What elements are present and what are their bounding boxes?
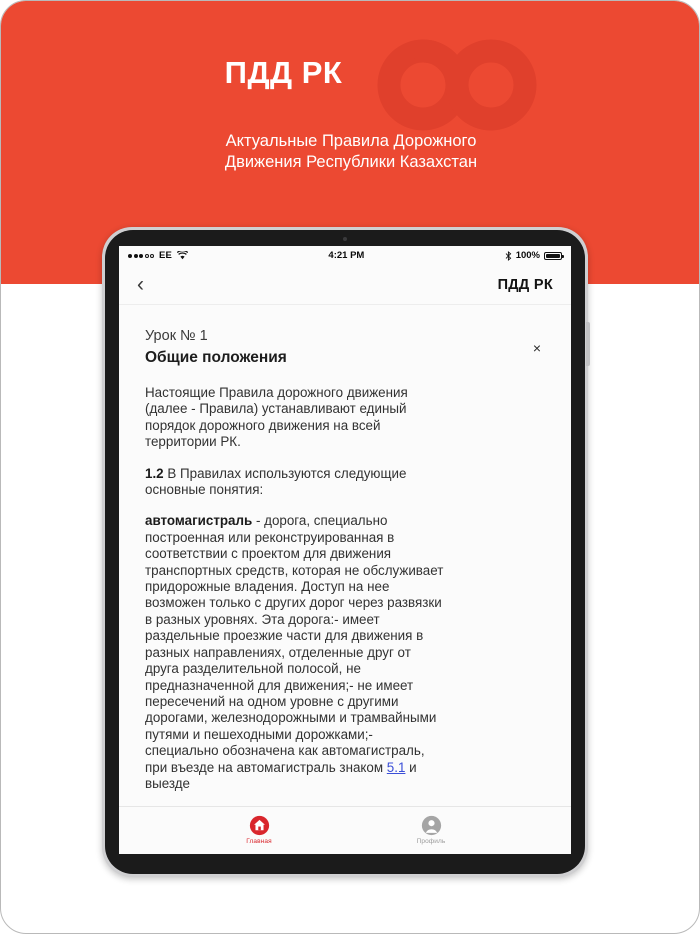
close-button[interactable]: × bbox=[532, 340, 541, 356]
bluetooth-icon bbox=[505, 251, 512, 261]
device-screen bbox=[119, 246, 571, 854]
bottom-tab-bar bbox=[119, 806, 571, 854]
tab-profile[interactable] bbox=[399, 815, 463, 845]
term-definition-part-2: и выезде bbox=[145, 759, 417, 791]
battery-icon bbox=[544, 252, 562, 260]
battery-percent-label: 100% bbox=[515, 250, 540, 261]
status-bar-left bbox=[128, 250, 188, 261]
status-bar-right bbox=[505, 250, 562, 261]
nav-title: ПДД РК bbox=[497, 276, 553, 293]
clause-number: 1.2 bbox=[145, 465, 164, 481]
device-bezel bbox=[105, 230, 585, 874]
page-title: ПДД РК bbox=[224, 55, 343, 90]
hero-subtitle-line-1: Актуальные Правила Дорожного bbox=[225, 132, 477, 150]
ios-status-bar bbox=[119, 246, 571, 265]
lesson-content bbox=[119, 305, 571, 806]
hero-subtitle bbox=[1, 131, 700, 173]
home-icon bbox=[249, 815, 270, 836]
lesson-number: Урок № 1 bbox=[145, 328, 208, 344]
front-camera-icon bbox=[343, 237, 347, 241]
clause-text: В Правилах используются следующие основные понятия: bbox=[145, 465, 407, 498]
sign-reference-link[interactable]: 5.1 bbox=[386, 759, 406, 775]
lesson-header-text bbox=[145, 327, 523, 368]
person-icon bbox=[421, 815, 442, 836]
app-nav-bar bbox=[119, 265, 571, 305]
term-highway: автомагистраль bbox=[145, 513, 253, 529]
tab-home-label: Главная bbox=[246, 837, 272, 845]
status-bar-time: 4:21 PM bbox=[328, 250, 365, 261]
lesson-paragraph-2 bbox=[145, 466, 445, 499]
back-button[interactable]: ‹ bbox=[137, 273, 144, 296]
hero-subtitle-line-2: Движения Республики Казахстан bbox=[224, 153, 478, 171]
carrier-label: EE bbox=[159, 250, 173, 261]
lesson-header bbox=[145, 327, 545, 368]
lesson-title: Общие положения bbox=[145, 349, 287, 366]
power-button bbox=[586, 322, 590, 366]
lesson-paragraph-1: Настоящие Правила дорожного движения (далее - Правила) устанавливают единый порядок дорожного движения на всей территории РК. bbox=[145, 385, 408, 450]
tab-home[interactable] bbox=[227, 815, 291, 845]
tab-profile-label: Профиль bbox=[416, 837, 446, 845]
term-definition-part-1: - дорога, специально построенная или реконструированная в соответствии с проектом для движения транспортных средств, которая не обслуживает придорожные владения. Доступ на нее возможен только с других дорог через развязки в разных уровнях. Эта дорога:- имеет раздельные проезжие части для движения в разных направлениях, отделенные друг от друга разделительной полосой, не предназначенной для движения;- не имеет пересечений на одном уровне с другими дорогами, железнодорожными и трамвайными путями и пешеходными дорожками;- специально обозначена как автомагистраль, при въезде на автомагистраль знаком bbox=[145, 513, 444, 775]
tablet-device-mockup bbox=[102, 227, 588, 877]
lesson-paragraph-3 bbox=[145, 513, 445, 792]
wifi-icon bbox=[177, 251, 188, 260]
signal-strength-icon bbox=[128, 254, 154, 258]
